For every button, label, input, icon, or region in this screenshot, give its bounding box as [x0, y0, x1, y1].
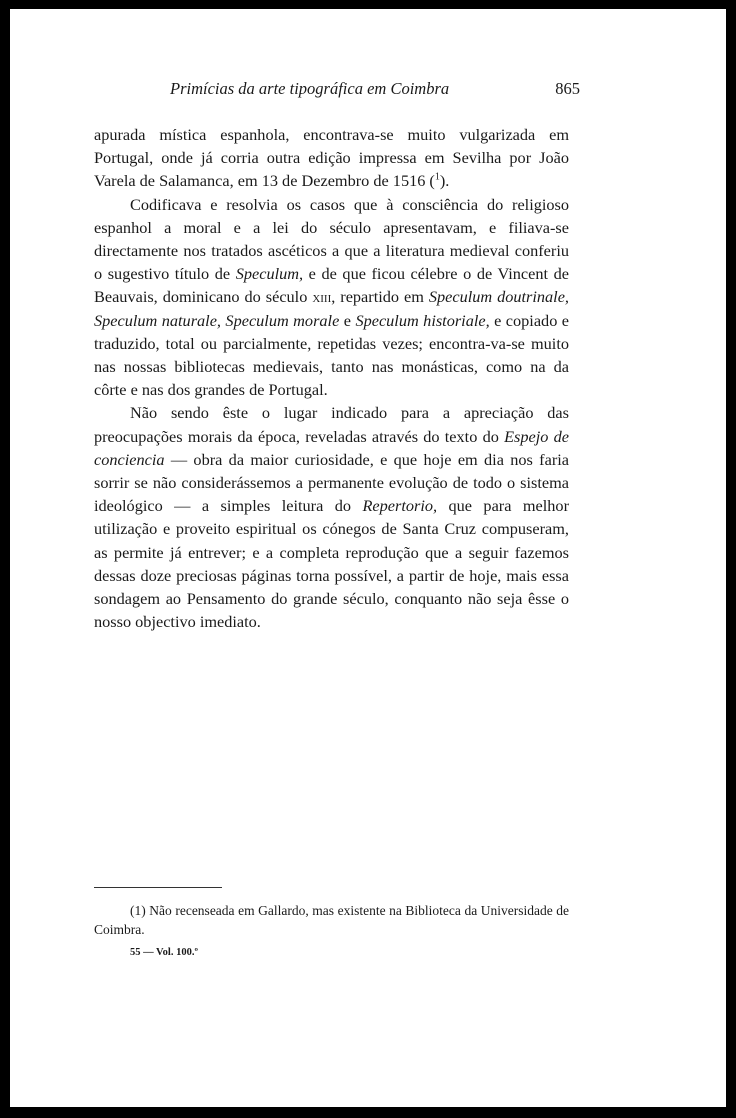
- page-number: 865: [555, 79, 580, 98]
- italic-title: Speculum doutrinale, Speculum naturale, Speculum morale: [94, 287, 569, 330]
- running-title: Primícias da arte tipográfica em Coimbra: [170, 79, 450, 98]
- body-text: [94, 123, 569, 633]
- paragraph-1-end: ).: [439, 171, 450, 191]
- paragraph-2-part: , repartido em: [331, 287, 429, 307]
- paragraph-1: [94, 123, 569, 193]
- paragraph-2-part: e de que ficou célebre o de Vincent de Beauvais, dominicano do século: [94, 264, 569, 307]
- footnote-divider: [94, 887, 222, 888]
- footnote-marker: (1): [130, 903, 146, 918]
- printer-signature: 55 — Vol. 100.º: [130, 947, 198, 958]
- paragraph-2: [94, 193, 569, 402]
- book-page: [10, 9, 726, 1107]
- italic-title: Repertorio,: [362, 496, 438, 516]
- italic-title: Speculum historiale,: [355, 310, 490, 330]
- paragraph-3: [94, 401, 569, 633]
- footnote-reference: 1: [434, 171, 440, 183]
- paragraph-3-part: que para melhor utilização e proveito espiritual os cónegos de Santa Cruz compuseram, as permite já entrever; e a completa reprodução que a seguir fazemos dessas doze preciosas páginas torna possível, a partir de hoje, mais essa sondagem ao Pensamento do grande século, conquanto não seja êsse o nosso objectivo imediato.: [94, 496, 569, 632]
- paragraph-3-part: — obra da maior curiosidade, e que hoje em dia nos faria sorrir se não considerássemos a permanente evolução de todo o sistema ideológico — a simples leitura do: [94, 449, 569, 516]
- footnote: [94, 901, 569, 939]
- running-header: [170, 79, 580, 99]
- paragraph-2-part: Codificava e resolvia os casos que à consciência do religioso espanhol a moral e a lei do século apresentavam, e filiava-se directamente nos tratados ascéticos a que a literatura medieval conferiu o sugestivo título de: [94, 194, 569, 284]
- paragraph-2-part: e: [339, 310, 356, 330]
- century-numeral: xiii: [312, 287, 332, 307]
- paragraph-1-text: apurada mística espanhola, encontrava-se muito vulgarizada em Portugal, onde já corria outra edição impressa em Sevilha por João Varela de Salamanca, em 13 de Dezembro de 1516 (: [94, 125, 569, 191]
- italic-title: Espejo de conciencia: [94, 426, 570, 469]
- paragraph-3-part: Não sendo êste o lugar indicado para a apreciação das preocupações morais da época, reveladas através do texto do: [94, 403, 569, 446]
- italic-title: Speculum,: [235, 264, 304, 284]
- footnote-text: Não recenseada em Gallardo, mas existente na Biblioteca da Universidade de Coimbra.: [94, 903, 569, 937]
- paragraph-2-part: e copiado e traduzido, total ou parcialmente, repetidas vezes; encontra-va-se muito nas nossas bibliotecas medievais, tanto nas monásticas, como na da côrte e nas dos grandes de Portugal.: [94, 310, 570, 400]
